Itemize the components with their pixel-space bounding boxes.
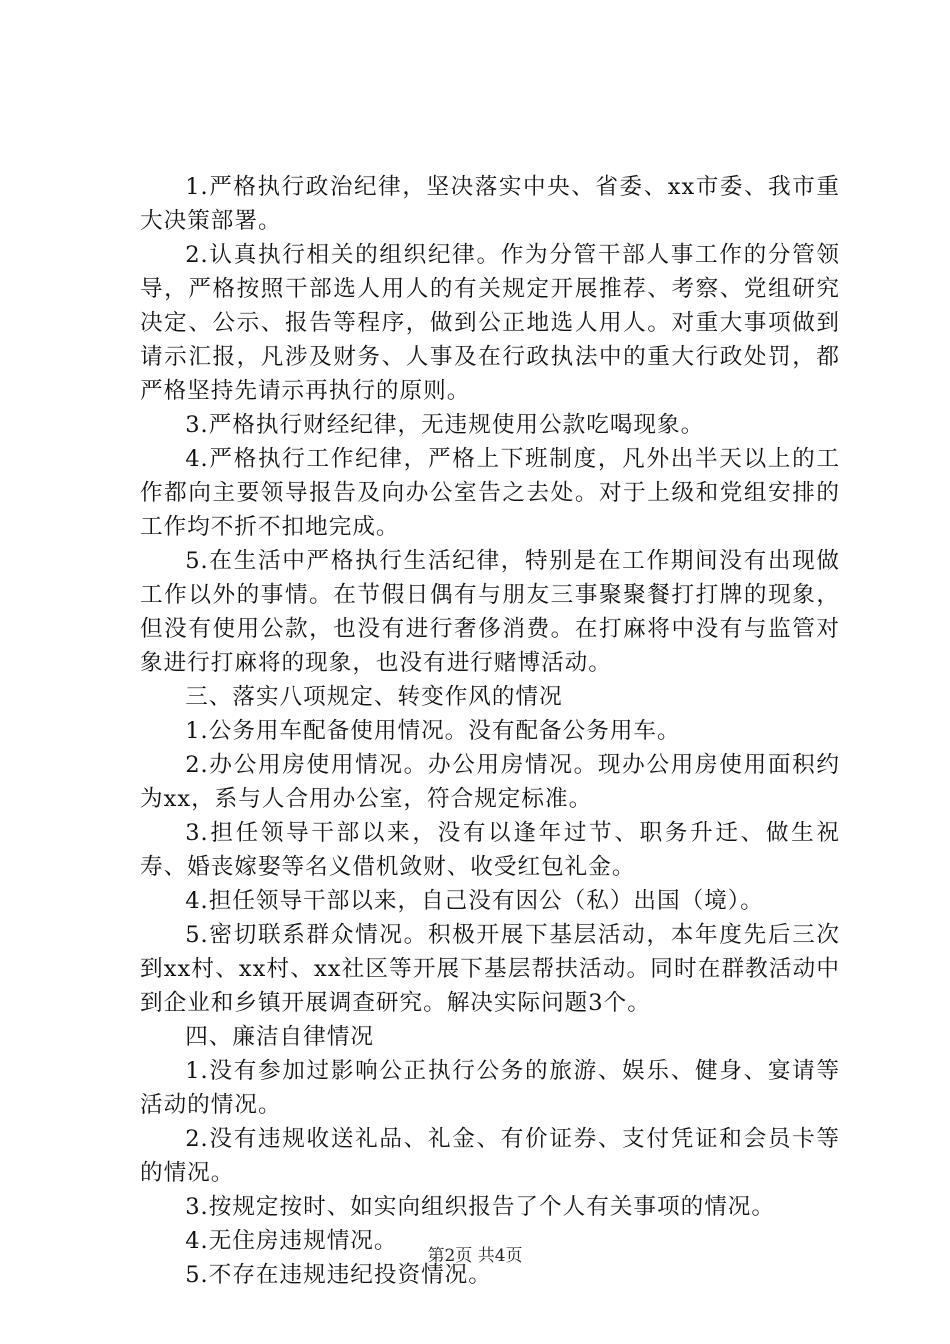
page-footer: 第2页 共4页 [427, 1246, 523, 1266]
paragraph: 5.在生活中严格执行生活纪律，特别是在工作期间没有出现做工作以外的事情。在节假日偶有与朋友三事聚聚餐打打牌的现象，但没有使用公款，也没有进行奢侈消费。在打麻将中没有与监管对象进行打麻将的现象，也没有进行赌博活动。 [140, 548, 840, 676]
paragraph: 2.没有违规收送礼品、礼金、有价证券、支付凭证和会员卡等的情况。 [140, 1126, 840, 1186]
paragraph: 2.办公用房使用情况。办公用房情况。现办公用房使用面积约为xx，系与人合用办公室，符合规定标准。 [140, 752, 840, 812]
paragraph: 3.担任领导干部以来，没有以逢年过节、职务升迁、做生祝寿、婚丧嫁娶等名义借机敛财、收受红包礼金。 [140, 820, 840, 880]
paragraph: 3.按规定按时、如实向组织报告了个人有关事项的情况。 [185, 1194, 775, 1220]
paragraph: 4.严格执行工作纪律，严格上下班制度，凡外出半天以上的工作都向主要领导报告及向办公室告之去处。对于上级和党组安排的工作均不折不扣地完成。 [140, 446, 840, 540]
paragraph: 2.认真执行相关的组织纪律。作为分管干部人事工作的分管领导，严格按照干部选人用人的有关规定开展推荐、考察、党组研究决定、公示、报告等程序，做到公正地选人用人。对重大事项做到请示汇报，凡涉及财务、人事及在行政执法中的重大行政处罚，都严格坚持先请示再执行的原则。 [140, 242, 840, 404]
section-heading: 三、落实八项规定、转变作风的情况 [185, 684, 563, 710]
paragraph: 4.无住房违规情况。 [185, 1228, 398, 1254]
paragraph: 5.密切联系群众情况。积极开展下基层活动，本年度先后三次到xx村、xx村、xx社区等开展下基层帮扶活动。同时在群教活动中到企业和乡镇开展调查研究。解决实际问题3个。 [140, 922, 840, 1016]
paragraph: 4.担任领导干部以来，自己没有因公（私）出国（境）。 [185, 888, 764, 914]
paragraph: 3.严格执行财经纪律，无违规使用公款吃喝现象。 [185, 412, 705, 438]
paragraph: 5.不存在违规违纪投资情况。 [185, 1262, 492, 1288]
paragraph: 1.没有参加过影响公正执行公务的旅游、娱乐、健身、宴请等活动的情况。 [140, 1058, 840, 1118]
paragraph: 1.严格执行政治纪律，坚决落实中央、省委、xx市委、我市重大决策部署。 [140, 174, 840, 234]
section-heading: 四、廉洁自律情况 [185, 1024, 374, 1050]
document-body [140, 170, 840, 1292]
paragraph: 1.公务用车配备使用情况。没有配备公务用车。 [185, 718, 681, 744]
